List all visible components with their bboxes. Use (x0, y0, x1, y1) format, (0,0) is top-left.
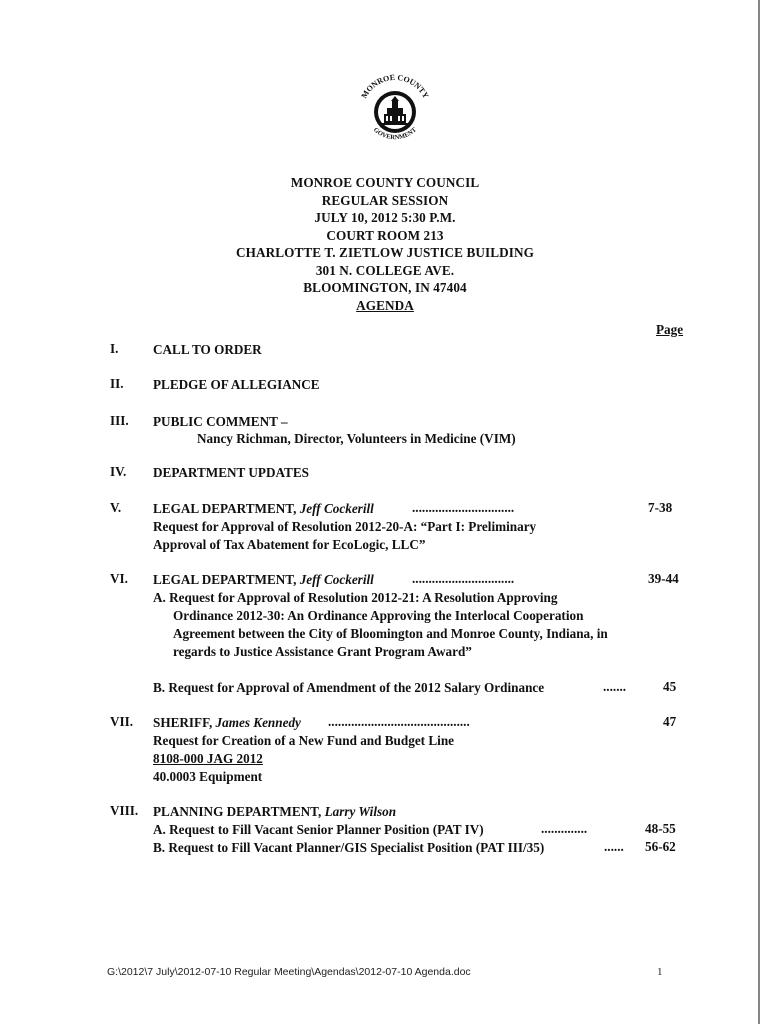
fund-code: 8108-000 JAG 2012 (153, 751, 263, 766)
public-comment-speaker: Nancy Richman, Director, Volunteers in Medicine (VIM) (197, 431, 516, 446)
dot-leader: ............................... (412, 571, 515, 586)
item-description-line: B. Request to Fill Vacant Planner/GIS Specialist Position (PAT III/35) (153, 840, 545, 855)
header-line-city: BLOOMINGTON, IN 47404 (303, 280, 467, 295)
item-number: VIII. (110, 803, 139, 818)
item-person: Jeff Cockerill (299, 572, 374, 587)
budget-line: 40.0003 Equipment (153, 769, 263, 784)
item-person: Jeff Cockerill (299, 501, 374, 516)
svg-text:MONROE COUNTY: MONROE COUNTY (359, 72, 431, 100)
item-number: VI. (110, 571, 128, 586)
page-range: 7-38 (648, 500, 673, 515)
agenda-heading: AGENDA (356, 297, 414, 313)
item-person: James Kennedy (215, 715, 301, 730)
footer-page-number: 1 (657, 966, 663, 978)
page-range: 48-55 (645, 821, 676, 836)
header-line-building: CHARLOTTE T. ZIETLOW JUSTICE BUILDING (236, 245, 534, 260)
item-number: IV. (110, 464, 127, 479)
item-description-line: A. Request for Approval of Resolution 2012-21: A Resolution Approving (153, 590, 558, 605)
item-number: VII. (110, 714, 134, 729)
header-line-date: JULY 10, 2012 5:30 P.M. (314, 210, 456, 225)
item-title: SHERIFF, (153, 715, 213, 730)
footer-file-path: G:\2012\7 July\2012-07-10 Regular Meeting\Agendas\2012-07-10 Agenda.doc (107, 966, 471, 978)
page-range: 39-44 (648, 571, 679, 586)
item-description-line: Request for Approval of Resolution 2012-20-A: “Part I: Preliminary (153, 519, 537, 534)
svg-text:GOVERNMENT: GOVERNMENT (371, 126, 419, 142)
item-legal-department (153, 571, 374, 589)
item-sheriff (153, 714, 301, 732)
item-department-updates: DEPARTMENT UPDATES (153, 465, 309, 480)
item-pledge: PLEDGE OF ALLEGIANCE (153, 377, 320, 392)
item-title: PLANNING DEPARTMENT, (153, 804, 322, 819)
item-person: Larry Wilson (324, 804, 397, 819)
item-description-line: B. Request for Approval of Amendment of the 2012 Salary Ordinance (153, 680, 545, 695)
item-call-to-order: CALL TO ORDER (153, 342, 262, 357)
item-number: V. (110, 500, 122, 515)
item-number: II. (110, 376, 124, 391)
dot-leader: ............................... (412, 500, 515, 515)
dot-leader: .............. (541, 821, 588, 836)
page-range: 47 (663, 714, 677, 729)
scan-edge-divider (758, 0, 760, 1024)
item-description-line: Request for Creation of a New Fund and Budget Line (153, 733, 455, 748)
item-description-line: Approval of Tax Abatement for EcoLogic, LLC” (153, 537, 426, 552)
dot-leader: ....... (603, 679, 627, 694)
item-title: LEGAL DEPARTMENT, (153, 501, 297, 516)
header-line-session: REGULAR SESSION (321, 192, 449, 208)
item-planning-department (153, 803, 396, 821)
item-public-comment: PUBLIC COMMENT – (153, 414, 288, 429)
dot-leader: ...... (604, 839, 624, 854)
item-number: I. (110, 341, 119, 356)
item-description-line: regards to Justice Assistance Grant Program Award” (173, 644, 472, 659)
page-range: 45 (663, 679, 677, 694)
item-description-line: A. Request to Fill Vacant Senior Planner Position (PAT IV) (153, 822, 484, 837)
item-title: LEGAL DEPARTMENT, (153, 572, 297, 587)
item-number: III. (110, 413, 129, 428)
header-line-street: 301 N. COLLEGE AVE. (315, 262, 455, 278)
meeting-header (0, 174, 770, 314)
monroe-county-seal-logo (353, 70, 437, 154)
item-description-line: Agreement between the City of Bloomington and Monroe County, Indiana, in (173, 626, 608, 641)
page-column-label: Page (656, 322, 684, 337)
item-legal-department (153, 500, 374, 518)
header-line-room: COURT ROOM 213 (326, 227, 444, 243)
dot-leader: ........................................... (328, 714, 470, 729)
page-range: 56-62 (645, 839, 676, 854)
item-description-line: Ordinance 2012-30: An Ordinance Approving the Interlocal Cooperation (173, 608, 584, 623)
header-line-council: MONROE COUNTY COUNCIL (290, 175, 480, 190)
